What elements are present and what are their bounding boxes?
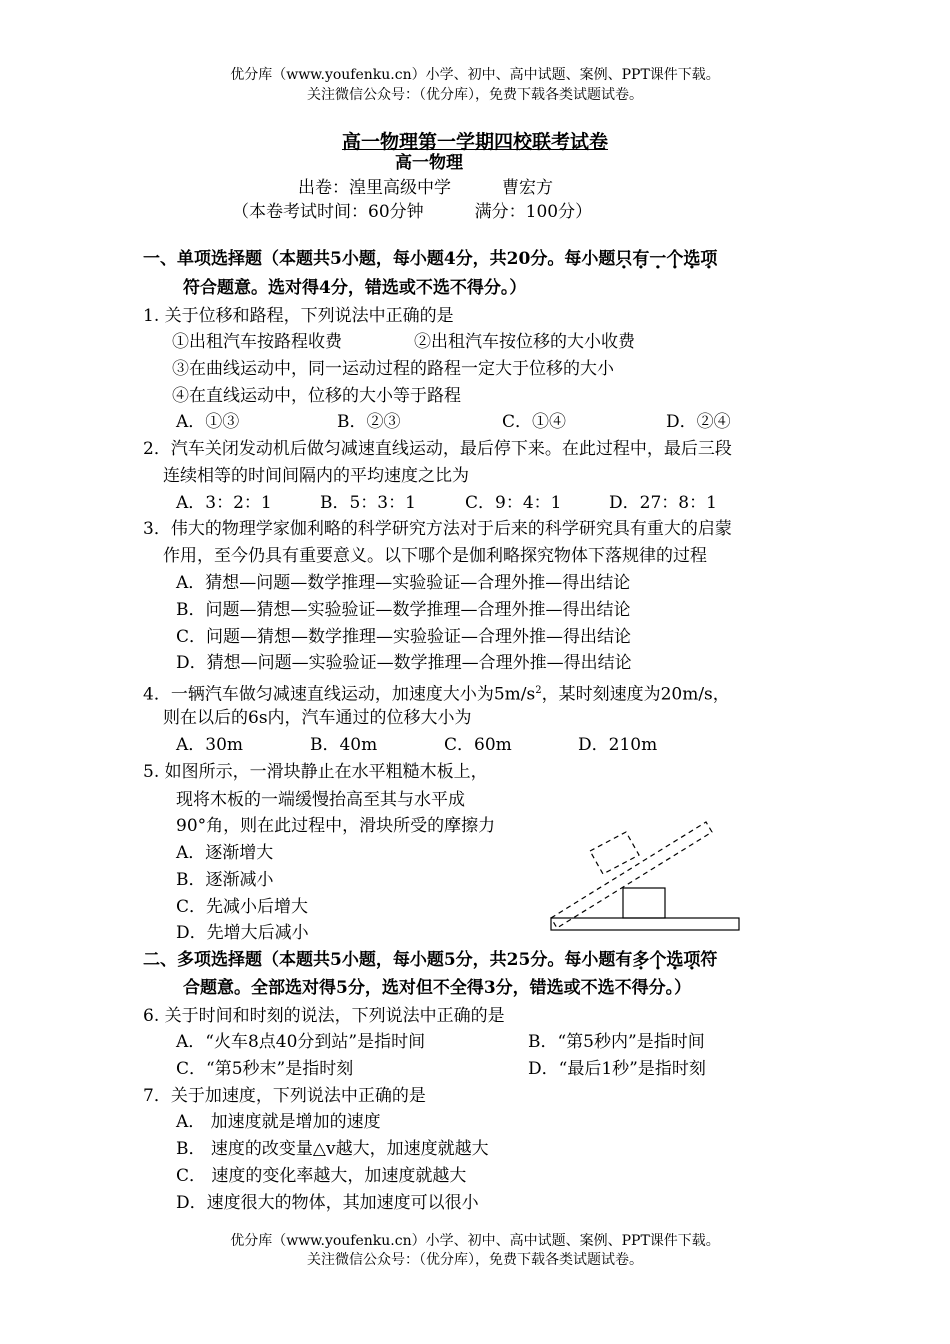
emph-char: 项 (700, 249, 718, 269)
q2-stem-line1: 2．汽车关闭发动机后做匀减速直线运动，最后停下来。在此过程中，最后三段 (143, 439, 732, 459)
q5-figure (540, 815, 750, 935)
section1-heading-a: 一、单项选择题（本题共5小题，每小题4分，共20分。每小题 (143, 249, 616, 269)
q7-option-d: D．速度很大的物体，其加速度可以很小 (176, 1193, 479, 1213)
exam-title: 高一物理第一学期四校联考试卷 (341, 131, 608, 153)
q5-stem-line1: 5. 如图所示，一滑块静止在水平粗糙木板上， (143, 762, 488, 782)
q5-option-d: D．先增大后减小 (176, 923, 309, 943)
board-horizontal (551, 918, 739, 930)
q3-stem-line1: 3．伟大的物理学家伽利略的科学研究方法对于后来的科学研究具有重大的启蒙 (143, 519, 732, 539)
q4-stem-part-b: ，某时刻速度为20m/s， (541, 684, 730, 705)
q1-statement-3: ③在曲线运动中，同一运动过程的路程一定大于位移的大小 (172, 359, 614, 379)
q4-stem-line2: 则在以后的6s内，汽车通过的位移大小为 (163, 708, 472, 728)
q6-stem: 6. 关于时间和时刻的说法，下列说法中正确的是 (143, 1006, 505, 1026)
q2-option-d: D．27：8：1 (609, 493, 717, 513)
slider-block-tilted-dashed (590, 832, 639, 874)
q4-stem-line1 (143, 680, 730, 706)
emph-char: 只 (615, 249, 633, 269)
emph-char: 选 (666, 950, 684, 970)
q2-option-a: A．3：2：1 (176, 493, 272, 513)
q1-statement-2: ②出租汽车按位移的大小收费 (414, 332, 635, 352)
q4-option-a: A．30m (176, 735, 244, 755)
q4-stem-part-a: 4．一辆汽车做匀减速直线运动，加速度大小为5m/s (143, 684, 536, 705)
q4-option-b: B．40m (310, 735, 378, 755)
q2-option-c: C．9：4：1 (465, 493, 562, 513)
q6-option-c: C．“第5秒末”是指时刻 (176, 1059, 354, 1079)
q5-option-c: C．先减小后增大 (176, 897, 309, 917)
q1-option-b: B．②③ (337, 412, 401, 432)
emph-char: 项 (683, 950, 701, 970)
q5-option-b: B．逐渐减小 (176, 870, 274, 890)
q3-option-b: B．问题—猜想—实验验证—数学推理—合理外推—得出结论 (176, 600, 631, 620)
q7-option-b: B． 速度的改变量△v越大，加速度就越大 (176, 1139, 489, 1159)
q4-superscript: 2 (535, 685, 542, 696)
q6-option-b: B．“第5秒内”是指时间 (528, 1032, 705, 1052)
q7-option-a: A． 加速度就是增加的速度 (176, 1112, 381, 1132)
section2-heading-b: 合题意。全部选对得5分，选对但不全得3分，错选或不选不得分。） (183, 978, 692, 998)
q7-stem: 7．关于加速度，下列说法中正确的是 (143, 1086, 426, 1106)
q1-stem: 1. 关于位移和路程，下列说法中正确的是 (143, 306, 454, 326)
emph-char: 有 (632, 249, 650, 269)
section2-heading (143, 949, 717, 971)
board-tilted-dashed (551, 822, 712, 928)
emph-char: 个 (649, 950, 667, 970)
q7-option-c: C． 速度的变化率越大，加速度就越大 (176, 1166, 467, 1186)
q6-option-a: A．“火车8点40分到站”是指时间 (176, 1032, 426, 1052)
q2-option-b: B．5：3：1 (320, 493, 416, 513)
q1-option-c: C．①④ (502, 412, 567, 432)
q1-option-a: A．①③ (176, 412, 240, 432)
q1-statement-4: ④在直线运动中，位移的大小等于路程 (172, 386, 461, 406)
section1-heading-b: 符合题意。选对得4分，错选或不选不得分。） (183, 278, 527, 298)
site-header-line2: 关注微信公众号：（优分库），免费下载各类试题试卷。 (307, 87, 643, 103)
emph-char: 多 (632, 950, 650, 970)
q6-option-d: D．“最后1秒”是指时刻 (528, 1059, 706, 1079)
emph-char: 一 (649, 249, 667, 269)
section2-heading-c: 符 (700, 950, 718, 970)
q3-option-c: C．问题—猜想—数学推理—实验验证—合理外推—得出结论 (176, 627, 632, 647)
site-header-line1: 优分库（www.youfenku.cn）小学、初中、高中试题、案例、PPT课件下载。 (230, 67, 720, 83)
exam-subject: 高一物理 (395, 153, 463, 173)
exam-info: （本卷考试时间：60分钟 满分：100分） (232, 202, 593, 222)
q2-stem-line2: 连续相等的时间间隔内的平均速度之比为 (163, 466, 469, 486)
site-footer-line1: 优分库（www.youfenku.cn）小学、初中、高中试题、案例、PPT课件下载。 (230, 1233, 720, 1249)
exam-author: 出卷：湟里高级中学 曹宏方 (298, 178, 553, 198)
q5-stem-line2: 现将木板的一端缓慢抬高至其与水平成 (176, 790, 465, 810)
q5-option-a: A．逐渐增大 (176, 843, 274, 863)
q3-option-a: A．猜想—问题—数学推理—实验验证—合理外推—得出结论 (176, 573, 631, 593)
q4-option-d: D．210m (578, 735, 658, 755)
slider-block (623, 888, 665, 918)
q5-stem-line3: 90°角，则在此过程中，滑块所受的摩擦力 (176, 816, 496, 836)
section1-heading (143, 248, 717, 270)
emph-char: 选 (683, 249, 701, 269)
emph-char: 个 (666, 249, 684, 269)
q3-stem-line2: 作用，至今仍具有重要意义。以下哪个是伽利略探究物体下落规律的过程 (163, 546, 707, 566)
q3-option-d: D．猜想—问题—实验验证—数学推理—合理外推—得出结论 (176, 653, 632, 673)
site-footer-line2: 关注微信公众号：（优分库），免费下载各类试题试卷。 (307, 1252, 643, 1268)
section2-heading-a: 二、多项选择题（本题共5小题，每小题5分，共25分。每小题有 (143, 950, 633, 970)
q4-option-c: C．60m (444, 735, 512, 755)
q1-statement-1: ①出租汽车按路程收费 (172, 332, 342, 352)
q1-option-d: D．②④ (666, 412, 731, 432)
